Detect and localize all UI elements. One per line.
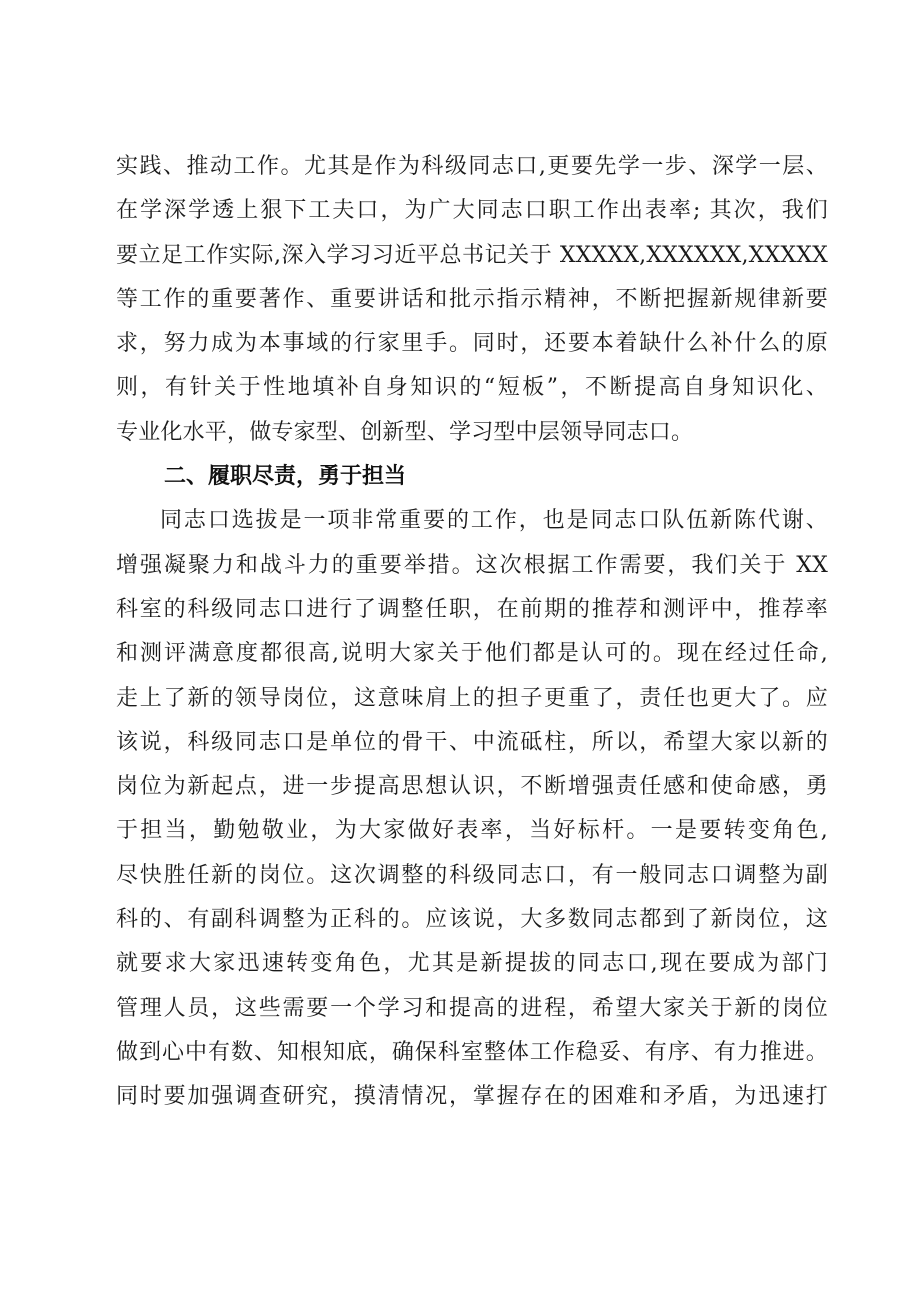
paragraph-2-line: 增强凝聚力和战斗力的重要举措。这次根据工作需要，我们关于 XX — [116, 552, 828, 578]
section-heading-2: 二、履职尽责，勇于担当 — [164, 464, 407, 490]
paragraph-2-line: 同时要加强调查研究，摸清情况，掌握存在的困难和矛盾，为迅速打 — [116, 1084, 828, 1110]
paragraph-1 — [116, 145, 828, 455]
paragraph-1-line: 求，努力成为本事域的行家里手。同时，还要本着缺什么补什么的原 — [116, 331, 828, 357]
paragraph-1-line: 等工作的重要著作、重要讲话和批示指示精神，不断把握新规律新要 — [116, 286, 828, 312]
paragraph-2-line: 岗位为新起点，进一步提高思想认识，不断增强责任感和使命感，勇 — [116, 774, 828, 800]
paragraph-2-line: 该说，科级同志口是单位的骨干、中流砥柱，所以，希望大家以新的 — [116, 729, 828, 755]
paragraph-1-line: 要立足工作实际,深入学习习近平总书记关于 XXXXX,XXXXXX,XXXXX — [116, 242, 828, 268]
paragraph-2-line: 就要求大家迅速转变角色，尤其是新提拔的同志口,现在要成为部门 — [116, 951, 828, 977]
paragraph-1-line: 专业化水平，做专家型、创新型、学习型中层领导同志口。 — [116, 419, 694, 445]
paragraph-2-line: 同志口选拔是一项非常重要的工作，也是同志口队伍新陈代谢、 — [160, 508, 828, 534]
paragraph-2-line: 管理人员，这些需要一个学习和提高的进程，希望大家关于新的岗位 — [116, 995, 828, 1021]
paragraph-2-line: 科室的科级同志口进行了调整任职，在前期的推荐和测评中，推荐率 — [116, 596, 828, 622]
document-page — [116, 145, 828, 1120]
paragraph-2-line: 科的、有副科调整为正科的。应该说，大多数同志都到了新岗位，这 — [116, 907, 828, 933]
paragraph-2-line: 于担当，勤勉敬业，为大家做好表率，当好标杆。一是要转变角色, — [116, 818, 828, 844]
paragraph-1-line: 则，有针关于性地填补自身知识的“短板”，不断提高自身知识化、 — [116, 375, 828, 401]
paragraph-2-line: 做到心中有数、知根知底，确保科室整体工作稳妥、有序、有力推进。 — [116, 1039, 828, 1065]
paragraph-2 — [116, 499, 828, 1119]
paragraph-2-line: 和测评满意度都很高,说明大家关于他们都是认可的。现在经过任命, — [116, 641, 828, 667]
paragraph-1-line: 实践、推动工作。尤其是作为科级同志口,更要先学一步、深学一层、 — [116, 154, 828, 179]
paragraph-2-line: 尽快胜任新的岗位。这次调整的科级同志口，有一般同志口调整为副 — [116, 862, 828, 888]
paragraph-2-line: 走上了新的领导岗位，这意味肩上的担子更重了，责任也更大了。应 — [116, 685, 828, 711]
paragraph-1-line: 在学深学透上狠下工夫口，为广大同志口职工作出表率; 其次，我们 — [116, 198, 828, 224]
